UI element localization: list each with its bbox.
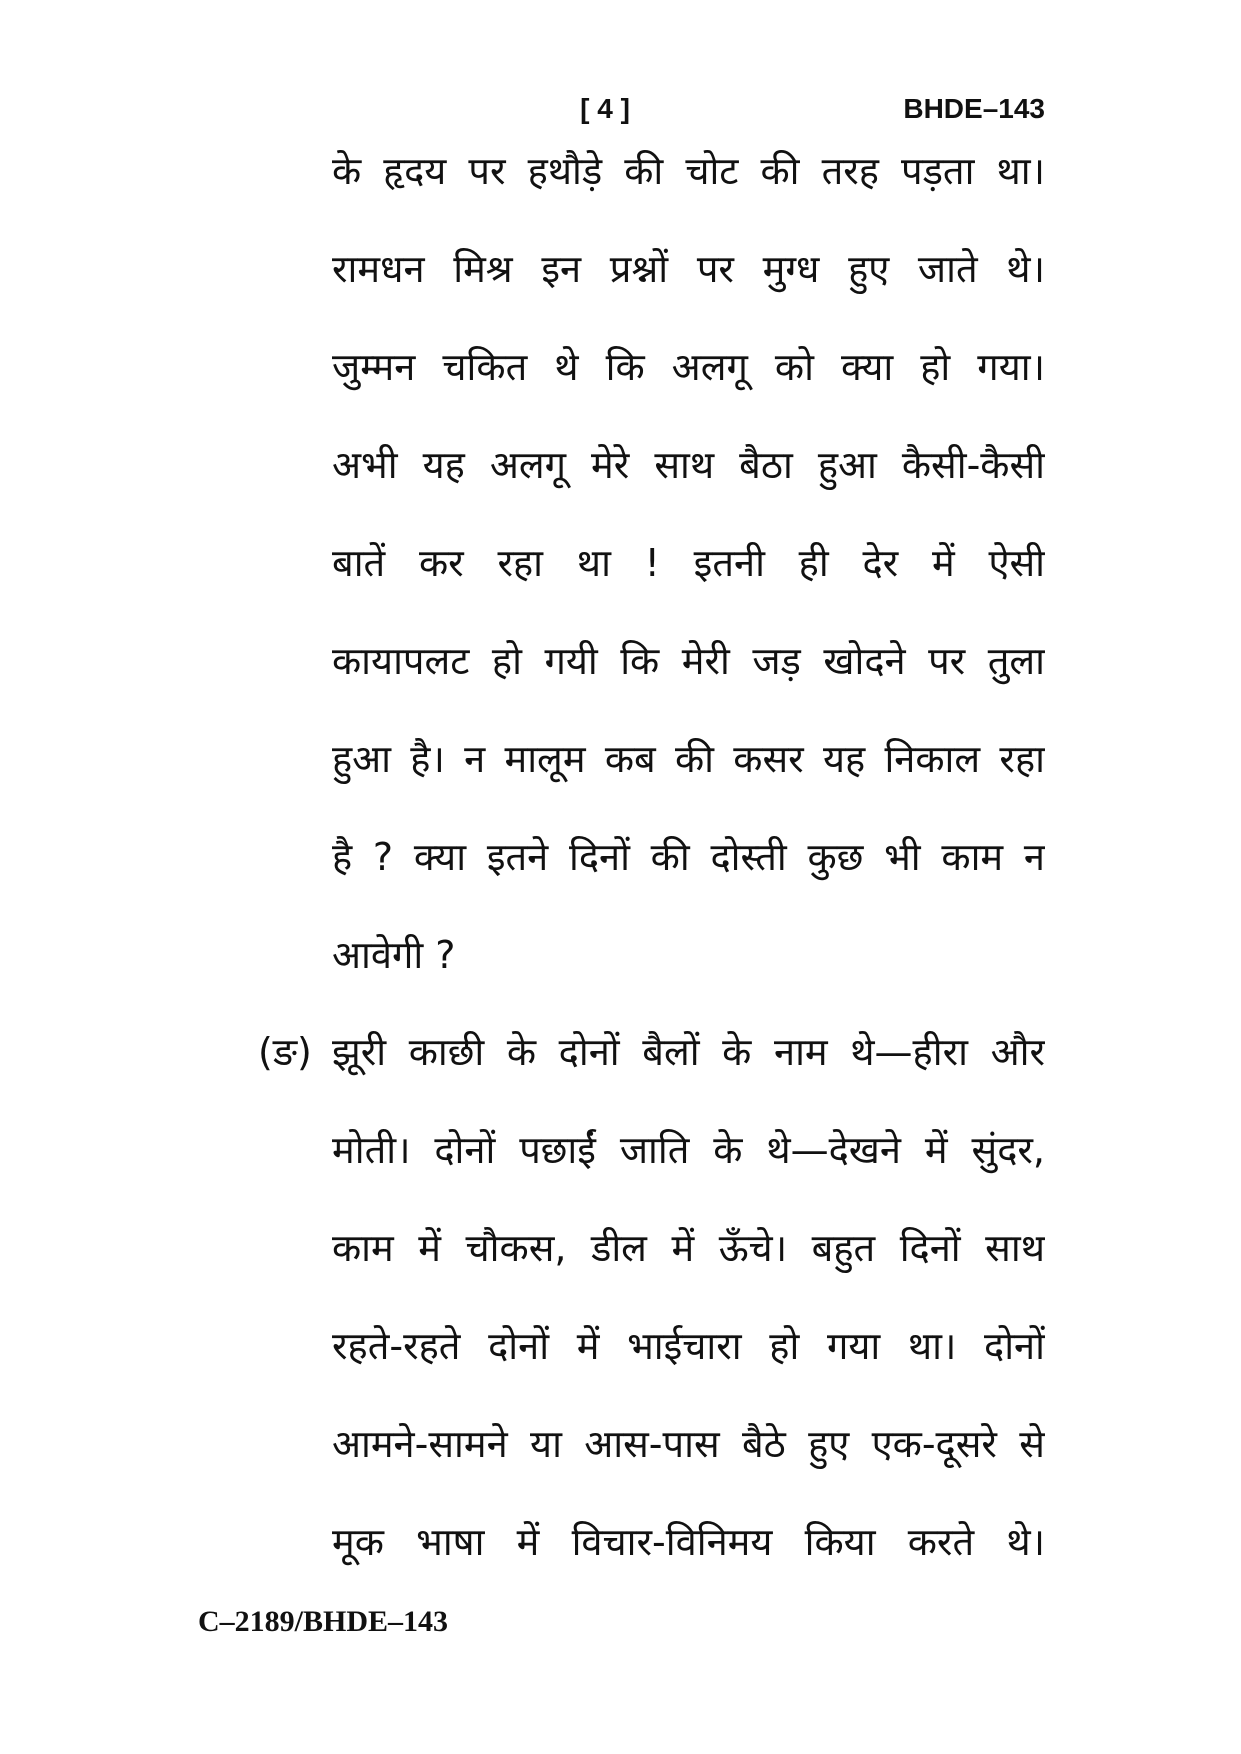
item-label-e: (ङ) — [258, 1030, 312, 1074]
footer-code: C–2189/BHDE–143 — [198, 1605, 449, 1638]
page-number: [ 4 ] — [580, 93, 630, 124]
header-code: BHDE–143 — [903, 93, 1045, 124]
passage-line: मूक भाषा में विचार-विनिमय किया करते थे। — [332, 1520, 1045, 1564]
passage-line: आवेगी ? — [332, 933, 456, 977]
passage-line: झूरी काछी के दोनों बैलों के नाम थे—हीरा और — [332, 1030, 1045, 1074]
passage-line: रामधन मिश्र इन प्रश्नों पर मुग्ध हुए जाते थे। — [332, 247, 1045, 291]
item-e-passage — [332, 1003, 1045, 1591]
passage-line: हुआ है। न मालूम कब की कसर यह निकाल रहा — [332, 737, 1045, 781]
passage-line: जुम्मन चकित थे कि अलगू को क्या हो गया। — [332, 345, 1045, 389]
passage-line: बातें कर रहा था ! इतनी ही देर में ऐसी — [332, 541, 1045, 585]
passage-line: काम में चौकस, डील में ऊँचे। बहुत दिनों साथ — [332, 1226, 1045, 1270]
passage-continuation — [332, 122, 1045, 1004]
passage-line: अभी यह अलगू मेरे साथ बैठा हुआ कैसी-कैसी — [332, 443, 1045, 487]
passage-line: है ? क्या इतने दिनों की दोस्ती कुछ भी काम न — [332, 835, 1045, 879]
passage-line: कायापलट हो गयी कि मेरी जड़ खोदने पर तुला — [332, 639, 1045, 683]
passage-line: आमने-सामने या आस-पास बैठे हुए एक-दूसरे से — [332, 1422, 1045, 1466]
passage-line: के हृदय पर हथौड़े की चोट की तरह पड़ता था। — [332, 149, 1045, 193]
passage-line: मोती। दोनों पछाईं जाति के थे—देखने में सुंदर, — [332, 1128, 1045, 1172]
passage-line: रहते-रहते दोनों में भाईचारा हो गया था। दोनों — [332, 1324, 1045, 1368]
